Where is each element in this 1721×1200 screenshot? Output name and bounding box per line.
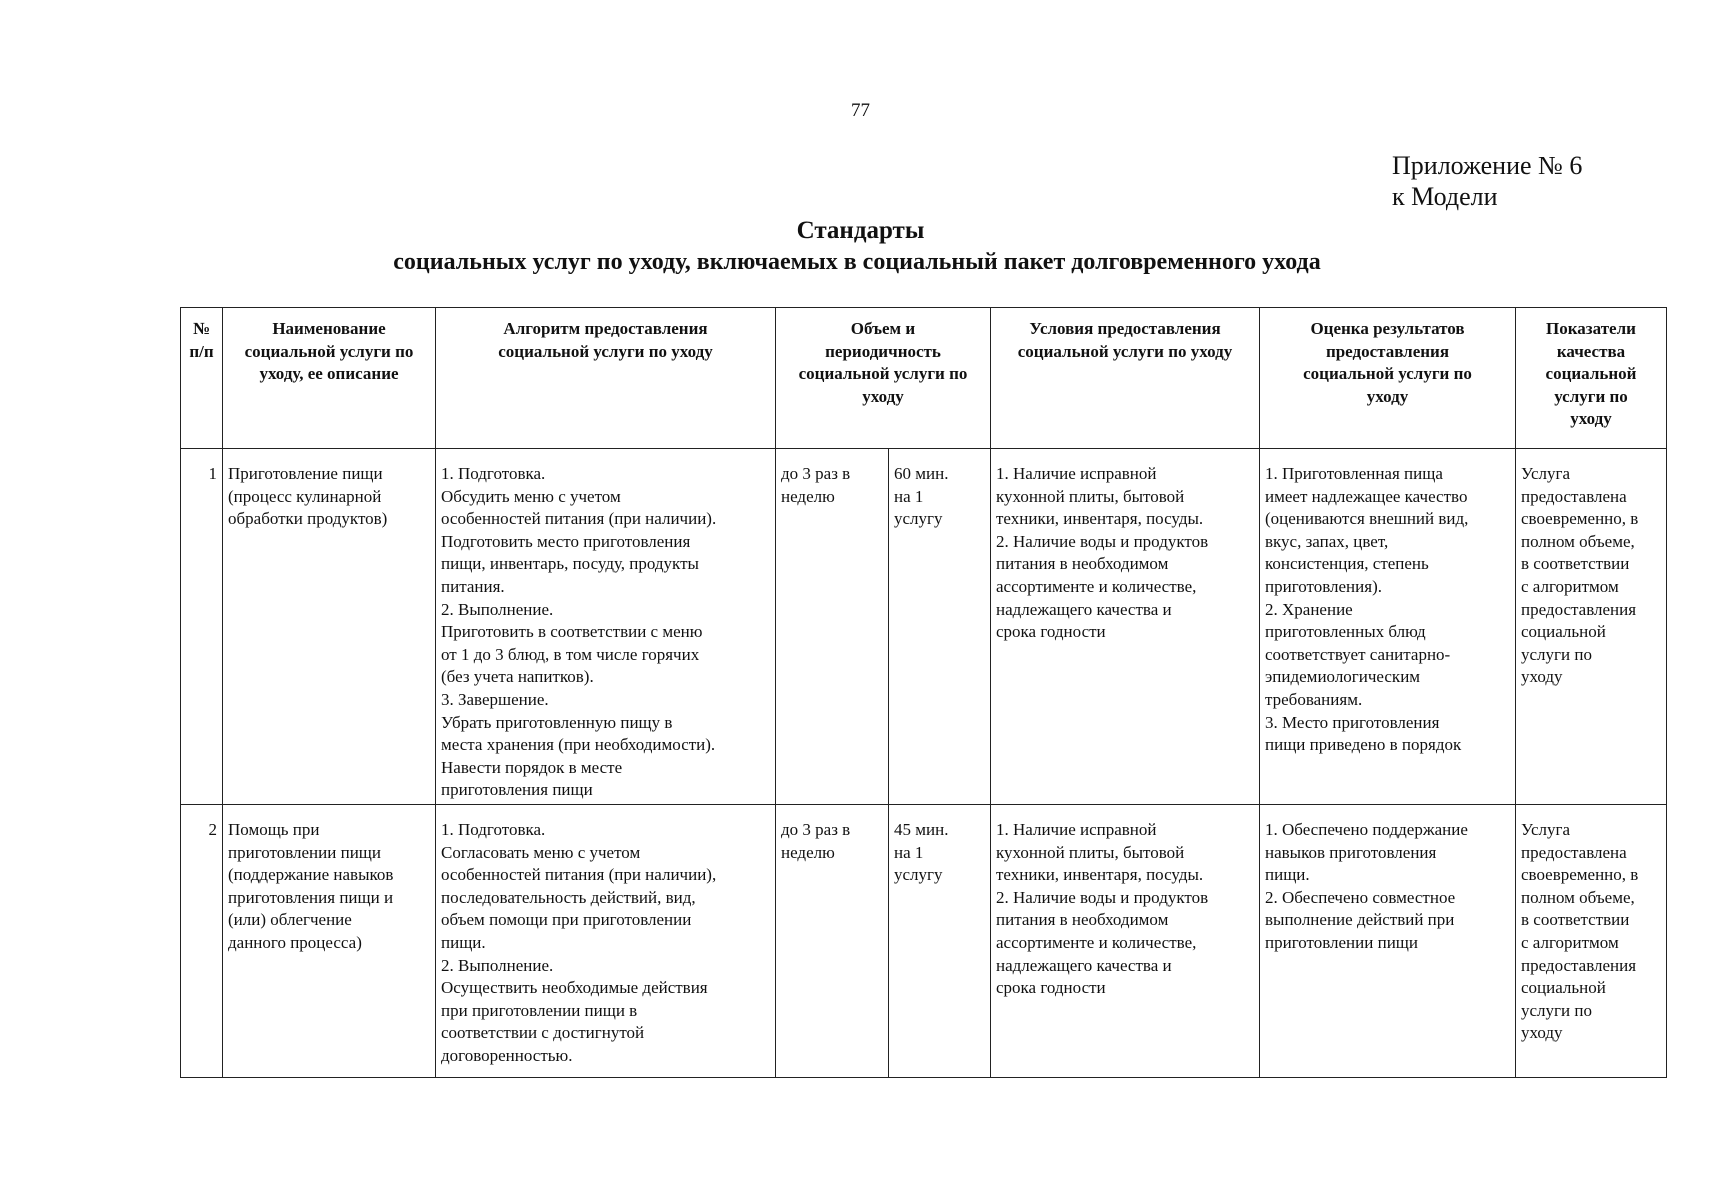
- document-subtitle: социальных услуг по уходу, включаемых в социальный пакет долговременного ухода: [393, 249, 1321, 275]
- service-algorithm: 1. Подготовка. Согласовать меню с учетом особенностей питания (при наличии), последовательность действий, вид, объем помощи при приготовлении пищи. 2. Выполнение. Осуществить необходимые действия при приготовлении пищи в соответствии с достигнутой договоренностью.: [436, 805, 776, 1078]
- table-header-row: [181, 308, 1667, 449]
- appendix-line-2: к Модели: [1392, 182, 1498, 211]
- header-algorithm: Алгоритм предоставления социальной услуги по уходу: [436, 308, 776, 449]
- service-duration: 60 мин. на 1 услугу: [889, 449, 991, 805]
- service-quality: Услуга предоставлена своевременно, в полном объеме, в соответствии с алгоритмом предоставления социальной услуги по уходу: [1516, 805, 1667, 1078]
- table-row: [181, 449, 1667, 805]
- service-conditions: 1. Наличие исправной кухонной плиты, бытовой техники, инвентаря, посуды. 2. Наличие воды и продуктов питания в необходимом ассортименте и количестве, надлежащего качества и срока годности: [991, 805, 1260, 1078]
- appendix-line-1: Приложение № 6: [1392, 151, 1583, 180]
- table-row: [181, 805, 1667, 1078]
- row-num: 1: [181, 449, 223, 805]
- header-quality: Показатели качества социальной услуги по уходу: [1516, 308, 1667, 449]
- appendix-reference: [1392, 150, 1582, 212]
- service-evaluation: 1. Обеспечено поддержание навыков приготовления пищи. 2. Обеспечено совместное выполнение действий при приготовлении пищи: [1260, 805, 1516, 1078]
- service-quality: Услуга предоставлена своевременно, в полном объеме, в соответствии с алгоритмом предоставления социальной услуги по уходу: [1516, 449, 1667, 805]
- document-title: Стандарты: [796, 217, 925, 244]
- page-number: 77: [851, 100, 870, 121]
- service-conditions: 1. Наличие исправной кухонной плиты, бытовой техники, инвентаря, посуды. 2. Наличие воды и продуктов питания в необходимом ассортименте и количестве, надлежащего качества и срока годности: [991, 449, 1260, 805]
- service-frequency: до 3 раз в неделю: [776, 805, 889, 1078]
- standards-table: [180, 307, 1667, 1078]
- service-algorithm: 1. Подготовка. Обсудить меню с учетом особенностей питания (при наличии). Подготовить место приготовления пищи, инвентарь, посуду, продукты питания. 2. Выполнение. Приготовить в соответствии с меню от 1 до 3 блюд, в том числе горячих (без учета напитков). 3. Завершение. Убрать приготовленную пищу в места хранения (при необходимости). Навести порядок в месте приготовления пищи: [436, 449, 776, 805]
- header-volume-frequency: Объем и периодичность социальной услуги по уходу: [776, 308, 991, 449]
- service-name: Помощь при приготовлении пищи (поддержание навыков приготовления пищи и (или) облегчение данного процесса): [223, 805, 436, 1078]
- service-evaluation: 1. Приготовленная пища имеет надлежащее качество (оцениваются внешний вид, вкус, запах, цвет, консистенция, степень приготовления). 2. Хранение приготовленных блюд соответствует санитарно- эпидемиологическим требованиям. 3. Место приготовления пищи приведено в порядок: [1260, 449, 1516, 805]
- header-conditions: Условия предоставления социальной услуги по уходу: [991, 308, 1260, 449]
- header-service-name: Наименование социальной услуги по уходу, ее описание: [223, 308, 436, 449]
- service-duration: 45 мин. на 1 услугу: [889, 805, 991, 1078]
- service-frequency: до 3 раз в неделю: [776, 449, 889, 805]
- row-num: 2: [181, 805, 223, 1078]
- header-evaluation: Оценка результатов предоставления социальной услуги по уходу: [1260, 308, 1516, 449]
- service-name: Приготовление пищи (процесс кулинарной обработки продуктов): [223, 449, 436, 805]
- header-num: № п/п: [181, 308, 223, 449]
